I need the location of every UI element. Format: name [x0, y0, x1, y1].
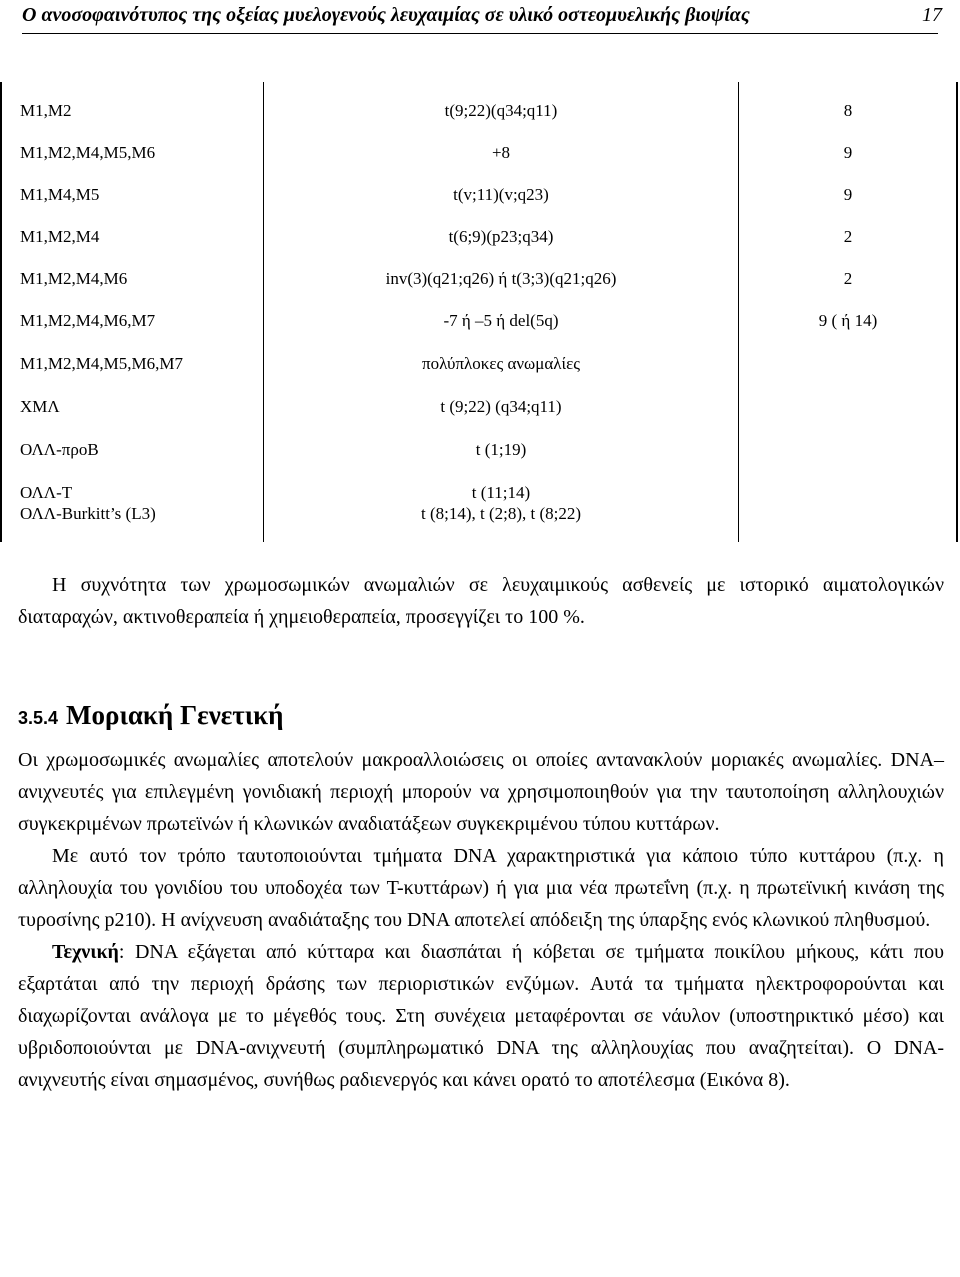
subtype-cell: ΧΜΛ [20, 397, 60, 416]
frequency-paragraph [18, 569, 944, 633]
subtype-cell: ΟΛΛ-προΒ [20, 440, 99, 459]
running-header [22, 0, 942, 32]
abnormality-cell: t (1;19) [475, 440, 527, 459]
abnormality-cell: t(9;22)(q34;q11) [444, 101, 558, 120]
technique-text: : DNA εξάγεται από κύτταρα και διασπάται ή κόβεται σε τμήματα ποικίλου μήκους, κάτι που εξαρτάται από την περιοχή δράσης των περιοριστικών ενζύμων. Αυτά τα τμήματα ηλεκτροφορούνται και διαχωρίζονται ανάλογα με το μέγεθός τους. Στη συνέχεια μεταφέρονται σε νάυλον (υποστηρικτικό μέσο) και υβριδοποιούνται με DNA-ανιχνευτή (συμπληρωματικό DNA της αλληλουχίας που αναζητείται). Ο DNA-ανιχνευτής είναι σημασμένος, συνήθως ραδιενεργός και κάνει ορατό το αποτέλεσμα (Εικόνα 8). [18, 941, 944, 1091]
abnormality-cell: t (8;14), t (2;8), t (8;22) [420, 504, 582, 523]
running-header-title: Ο ανοσοφαινότυπος της οξείας μυελογενούς λευχαιμίας σε υλικό οστεομυελικής βιοψίας [22, 4, 750, 26]
abnormality-cell: πολύπλοκες ανωμαλίες [422, 354, 580, 373]
subtype-cell: M1,M4,M5 [20, 185, 100, 204]
subtype-cell: M1,M2,M4,M6,M7 [20, 311, 156, 330]
section-title: Μοριακή Γενετική [66, 700, 284, 730]
subtype-cell: ΟΛΛ-Τ [20, 483, 73, 502]
technique-paragraph [18, 936, 944, 1096]
chromosome-cell: 2 [843, 227, 853, 246]
subtype-cell: M1,M2,M4,M5,M6 [20, 143, 156, 162]
paragraph-text: Η συχνότητα των χρωμοσωμικών ανωμαλιών σε λευχαιμικούς ασθενείς με ιστορικό αιματολογικών διαταραχών, ακτινοθεραπεία ή χημειοθεραπεία, προσεγγίζει το 100 %. [18, 574, 944, 628]
subtype-cell: M1,M2 [20, 101, 72, 120]
page-number: 17 [922, 4, 942, 26]
subtype-cell: M1,M2,M4,M6 [20, 269, 128, 288]
section-heading [18, 700, 283, 740]
technique-label: Τεχνική [52, 941, 119, 963]
abnormality-cell: t(6;9)(p23;q34) [448, 227, 554, 246]
paragraph-text: Οι χρωμοσωμικές ανωμαλίες αποτελούν μακροαλλοιώσεις οι οποίες αντανακλούν μοριακές ανωμαλίες. DNA–ανιχνευτές για επιλεγμένη γονιδιακή περιοχή μπορούν να χρησιμοποιηθούν για την ταυτοποίηση αλληλουχιών συγκεκριμένων πρωτεϊνών ή κλωνικών αναδιατάξεων συγκεκριμένου τύπου κυττάρων. [18, 749, 944, 835]
chromosome-cell: 9 [843, 185, 853, 204]
chromosome-cell: 9 [843, 143, 853, 162]
abnormality-cell: -7 ή –5 ή del(5q) [443, 311, 559, 330]
subtype-cell: M1,M2,M4 [20, 227, 100, 246]
chromosome-cell: 2 [843, 269, 853, 288]
chromosome-abnormality-table [0, 82, 960, 542]
paragraph-text: Με αυτό τον τρόπο ταυτοποιούνται τμήματα DNA χαρακτηριστικά για κάποιο τύπο κυττάρου (π.χ. η αλληλουχία του γονιδίου του υποδοχέα των Τ-κυττάρων) ή για μια νέα πρωτεΐνη (π.χ. η πρωτεϊνική κινάση της τυροσίνης p210). Η ανίχνευση αναδιάταξης του DNA αποτελεί απόδειξη της ύπαρξης ενός κλωνικού πληθυσμού. [18, 845, 944, 931]
section-number: 3.5.4 [18, 708, 59, 728]
header-rule [22, 33, 938, 34]
subtype-cell: M1,M2,M4,M5,M6,M7 [20, 354, 183, 373]
table-border-left [0, 82, 2, 542]
abnormality-cell: t (9;22) (q34;q11) [440, 397, 562, 416]
chromosome-cell: 9 ( ή 14) [818, 311, 878, 330]
abnormality-cell: t (11;14) [471, 483, 531, 502]
molecular-genetics-body [18, 744, 944, 1096]
chromosome-cell: 8 [843, 101, 853, 120]
subtype-cell: ΟΛΛ-Burkitt’s (L3) [20, 504, 156, 523]
abnormality-cell: inv(3)(q21;q26) ή t(3;3)(q21;q26) [385, 269, 617, 288]
abnormality-cell: +8 [491, 143, 511, 162]
abnormality-cell: t(v;11)(v;q23) [453, 185, 549, 204]
